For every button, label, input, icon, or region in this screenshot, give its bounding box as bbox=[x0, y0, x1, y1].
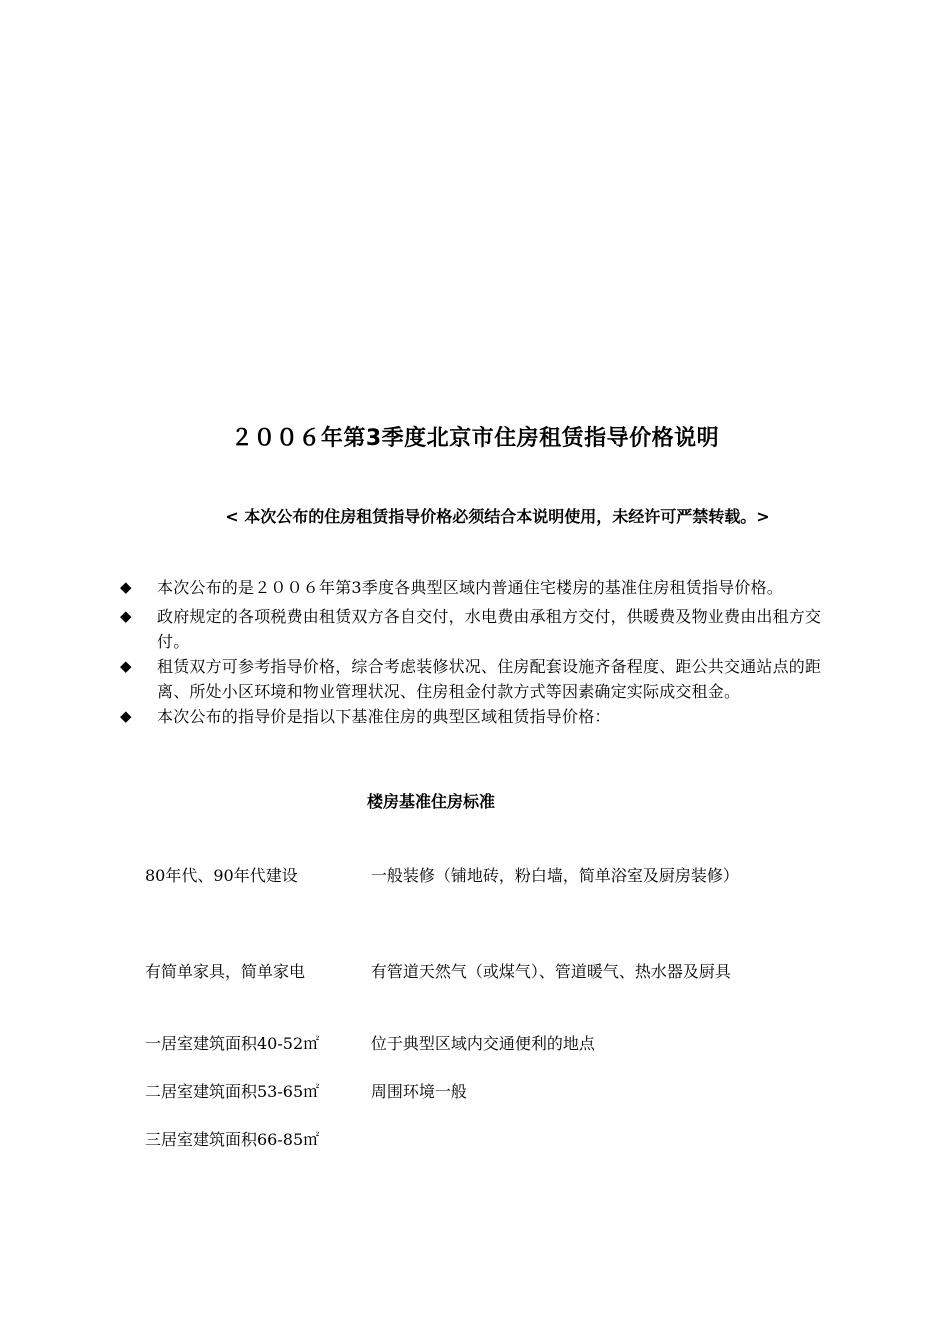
table-row bbox=[137, 1020, 827, 1068]
bullet-item bbox=[120, 604, 845, 654]
standard-decoration: 一般装修（铺地砖，粉白墙，简单浴室及厨房装修） bbox=[370, 866, 739, 885]
bullet-text: 本次公布的指导价是指以下基准住房的典型区域租赁指导价格： bbox=[157, 707, 611, 726]
copyright-notice: < 本次公布的住房租赁指导价格必须结合本说明使用，未经许可严禁转载。> bbox=[225, 507, 770, 526]
table-row bbox=[137, 828, 827, 924]
diamond-bullet-icon: ◆ bbox=[120, 707, 132, 725]
diamond-bullet-icon: ◆ bbox=[120, 607, 132, 625]
standard-utilities: 有管道天然气（或煤气）、管道暖气、热水器及厨具 bbox=[370, 962, 731, 981]
table-row bbox=[137, 1068, 827, 1116]
standard-one-bedroom-area: 一居室建筑面积40-52㎡ bbox=[145, 1034, 320, 1053]
standard-title: 楼房基准住房标准 bbox=[367, 792, 496, 811]
standard-location: 位于典型区域内交通便利的地点 bbox=[370, 1034, 595, 1053]
standard-three-bedroom-area: 三居室建筑面积66-85㎡ bbox=[145, 1130, 320, 1149]
bullet-item bbox=[120, 570, 845, 605]
bullet-text: 租赁双方可参考指导价格，综合考虑装修状况、住房配套设施齐备程度、距公共交通站点的距离、所处小区环境和物业管理状况、住房租金付款方式等因素确定实际成交租金。 bbox=[157, 657, 822, 701]
standard-empty-cell bbox=[363, 1116, 827, 1164]
standard-building-age: 80年代、90年代建设 bbox=[145, 866, 298, 885]
standard-table bbox=[137, 828, 827, 1164]
standard-environment: 周围环境一般 bbox=[370, 1082, 467, 1101]
diamond-bullet-icon: ◆ bbox=[120, 657, 132, 675]
bullet-item bbox=[120, 704, 845, 729]
bullet-item bbox=[120, 654, 845, 704]
table-row bbox=[137, 1116, 827, 1164]
standard-two-bedroom-area: 二居室建筑面积53-65㎡ bbox=[145, 1082, 320, 1101]
bullet-text: 本次公布的是２００６年第3季度各典型区域内普通住宅楼房的基准住房租赁指导价格。 bbox=[157, 578, 783, 597]
diamond-bullet-icon: ◆ bbox=[120, 578, 132, 596]
bullet-list bbox=[120, 570, 845, 729]
standard-furniture: 有简单家具，简单家电 bbox=[145, 962, 306, 981]
bullet-text: 政府规定的各项税费由租赁双方各自交付，水电费由承租方交付，供暖费及物业费由出租方交付。 bbox=[157, 607, 822, 651]
document-title: ２００６年第3季度北京市住房租赁指导价格说明 bbox=[230, 426, 720, 451]
table-row bbox=[137, 924, 827, 1020]
